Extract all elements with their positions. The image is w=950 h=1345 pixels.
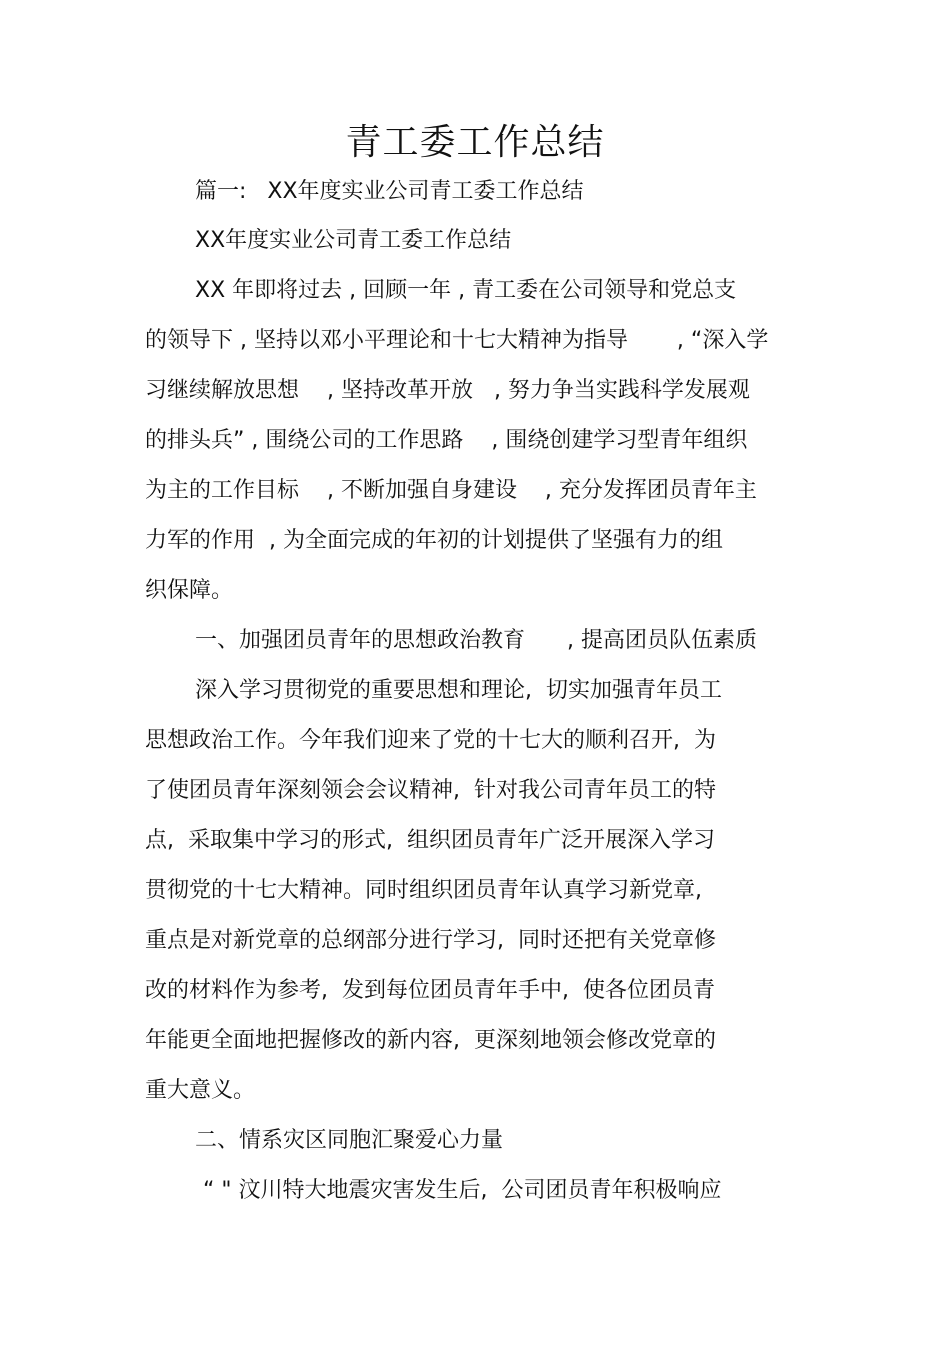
- document-title: 青工委工作总结: [345, 122, 605, 163]
- paragraph-line: 重大意义。: [145, 1078, 256, 1103]
- paragraph-line: 深入学习贯彻党的重要思想和理论, 切实加强青年员工: [195, 678, 722, 703]
- paragraph-line: 力军的作用 , 为全面完成的年初的计划提供了坚强有力的组: [145, 528, 723, 553]
- paragraph-line: 习继续解放思想 , 坚持改革开放 , 努力争当实践科学发展观: [145, 378, 750, 403]
- section-heading-part-one: 篇一: XX年度实业公司青工委工作总结: [195, 179, 584, 204]
- paragraph-line: 的排头兵” , 围绕公司的工作思路 , 围绕创建学习型青年组织: [145, 428, 748, 453]
- paragraph-line: 思想政治工作。今年我们迎来了党的十七大的顺利召开, 为: [145, 728, 716, 753]
- paragraph-line: 为主的工作目标 , 不断加强自身建设 , 充分发挥团员青年主: [145, 478, 757, 503]
- paragraph-line: 的领导下 , 坚持以邓小平理论和十七大精神为指导 , “深入学: [145, 328, 769, 353]
- paragraph-line: “ " 汶川特大地震灾害发生后, 公司团员青年积极响应: [203, 1178, 722, 1203]
- section-heading-one: 一、加强团员青年的思想政治教育 , 提高团员队伍素质: [195, 628, 757, 653]
- paragraph-line: 贯彻党的十七大精神。同时组织团员青年认真学习新党章,: [145, 878, 702, 903]
- paragraph-line: 织保障。: [145, 578, 234, 603]
- paragraph-line: XX 年即将过去 , 回顾一年 , 青工委在公司领导和党总支: [195, 278, 737, 303]
- paragraph-line: 点, 采取集中学习的形式, 组织团员青年广泛开展深入学习: [145, 828, 715, 853]
- report-subtitle: XX年度实业公司青工委工作总结: [195, 228, 512, 253]
- paragraph-line: 年能更全面地把握修改的新内容, 更深刻地领会修改党章的: [145, 1028, 716, 1053]
- paragraph-line: 改的材料作为参考, 发到每位团员青年手中, 使各位团员青: [145, 978, 715, 1003]
- section-heading-two: 二、情系灾区同胞汇聚爱心力量: [195, 1128, 504, 1153]
- paragraph-line: 重点是对新党章的总纲部分进行学习, 同时还把有关党章修: [145, 928, 716, 953]
- paragraph-line: 了使团员青年深刻领会会议精神, 针对我公司青年员工的特: [145, 778, 716, 803]
